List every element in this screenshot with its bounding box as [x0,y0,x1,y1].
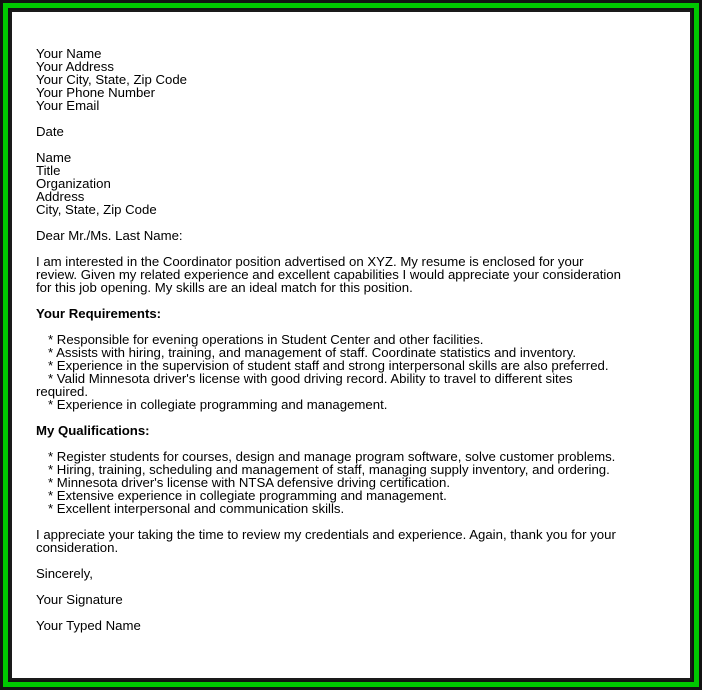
closing-line: I appreciate your taking the time to review my credentials and experience. Again, thank you for your [36,527,616,542]
cover-letter [36,47,656,632]
sender-phone: Your Phone Number [36,85,156,100]
requirement-item-continuation: required. [36,384,89,399]
intro-line: for this job opening. My skills are an ideal match for this position. [36,280,413,295]
date-line: Date [36,124,64,139]
recipient-title: Title [36,163,61,178]
qualifications-list [36,450,656,515]
requirements-list [36,333,656,411]
closing-paragraph [36,528,656,554]
sender-name: Your Name [36,46,102,61]
sender-block [36,47,656,112]
typed-name: Your Typed Name [36,618,141,633]
sender-city-state-zip: Your City, State, Zip Code [36,72,187,87]
requirements-heading: Your Requirements: [36,306,162,321]
recipient-city-state-zip: City, State, Zip Code [36,202,157,217]
signature: Your Signature [36,592,123,607]
requirement-item: * Responsible for evening operations in Student Center and other facilities. [48,332,484,347]
requirement-item: * Valid Minnesota driver's license with good driving record. Ability to travel to different sites [48,371,573,386]
qualification-item: * Extensive experience in collegiate programming and management. [48,488,447,503]
sender-address: Your Address [36,59,114,74]
closing-line: consideration. [36,540,119,555]
intro-paragraph [36,255,656,294]
qualification-item: * Excellent interpersonal and communication skills. [48,501,345,516]
qualification-item: * Minnesota driver's license with NTSA defensive driving certification. [48,475,450,490]
intro-line: I am interested in the Coordinator position advertised on XYZ. My resume is enclosed for your [36,254,584,269]
recipient-name: Name [36,150,72,165]
requirement-item: * Assists with hiring, training, and management of staff. Coordinate statistics and inventory. [48,345,577,360]
sender-email: Your Email [36,98,100,113]
recipient-address: Address [36,189,85,204]
sign-off: Sincerely, [36,566,93,581]
requirement-item: * Experience in the supervision of student staff and strong interpersonal skills are also preferred. [48,358,609,373]
requirement-item: * Experience in collegiate programming and management. [48,397,388,412]
intro-line: review. Given my related experience and excellent capabilities I would appreciate your consideration [36,267,621,282]
recipient-block [36,151,656,216]
qualification-item: * Register students for courses, design and manage program software, solve customer problems. [48,449,616,464]
qualifications-heading: My Qualifications: [36,423,150,438]
qualification-item: * Hiring, training, scheduling and management of staff, managing supply inventory, and ordering. [48,462,610,477]
recipient-organization: Organization [36,176,111,191]
salutation: Dear Mr./Ms. Last Name: [36,228,183,243]
